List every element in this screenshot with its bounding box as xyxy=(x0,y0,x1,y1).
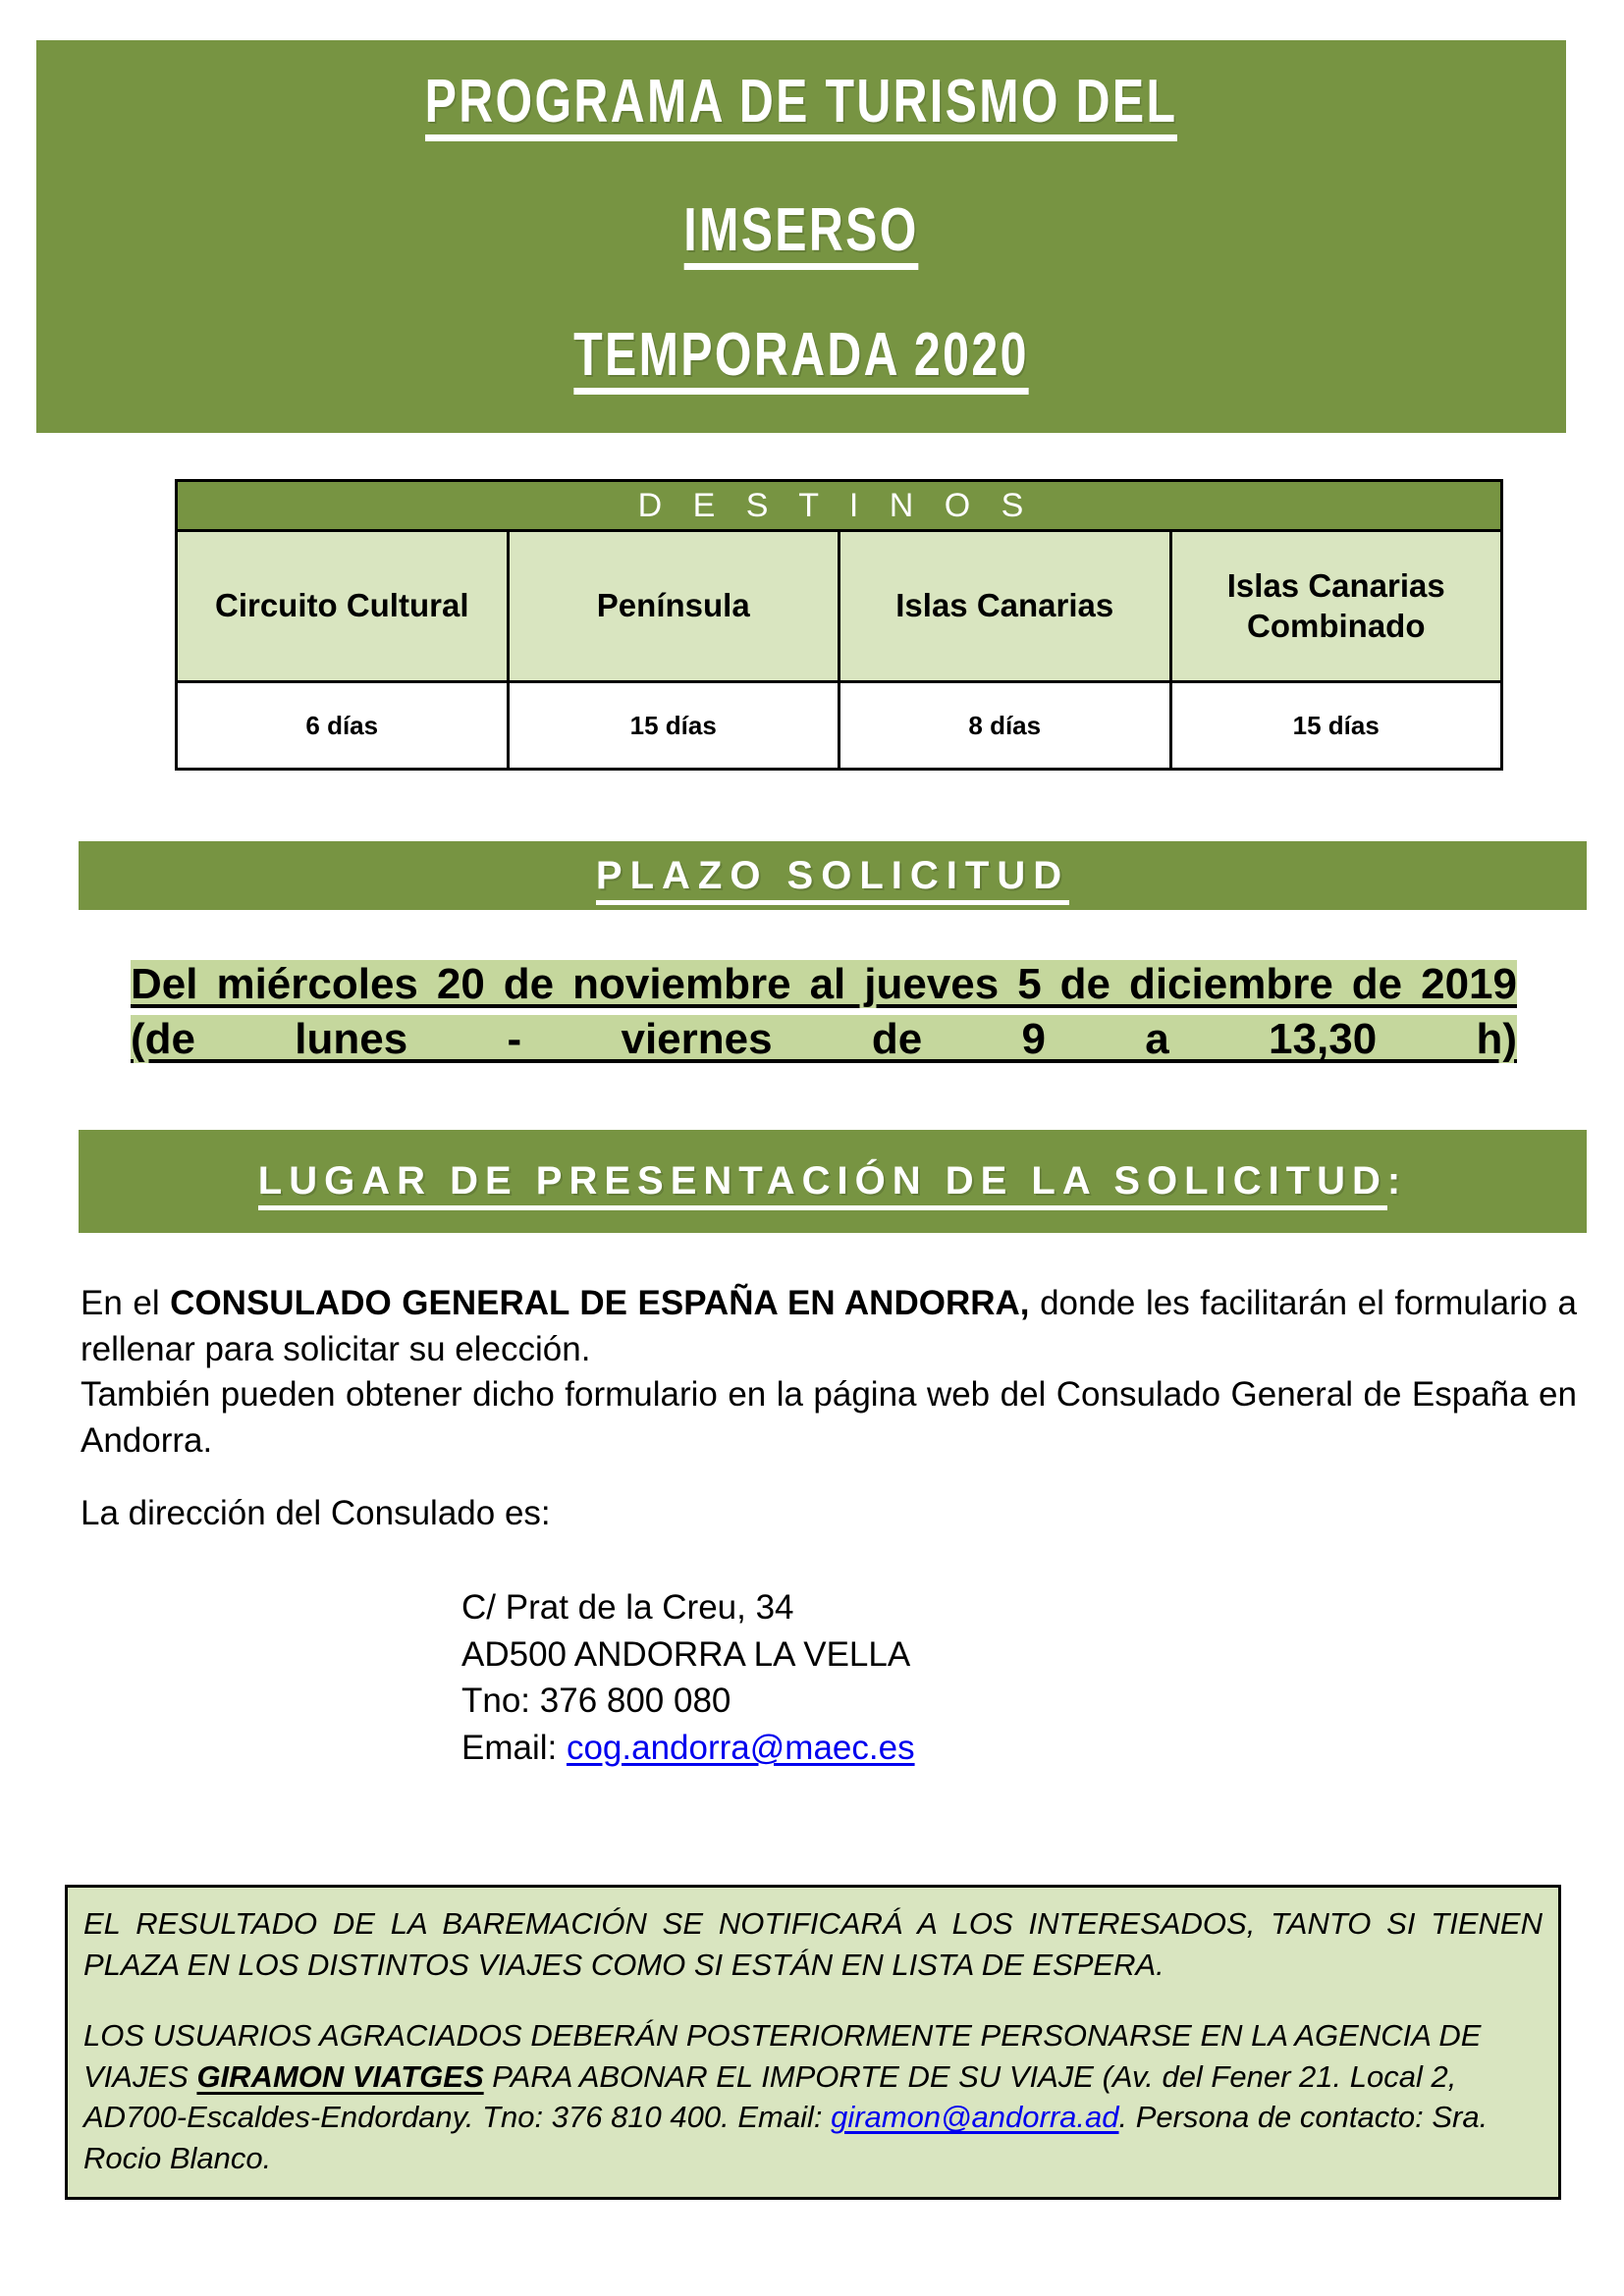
address-email-line xyxy=(461,1725,915,1772)
header-title-line-2 xyxy=(204,196,1397,270)
destino-duration-cell: 6 días xyxy=(177,682,509,770)
note-paragraph-1: EL RESULTADO DE LA BAREMACIÓN SE NOTIFICARÁ A LOS INTERESADOS, TANTO SI TIENEN PLAZA EN LOS DISTINTOS VIAJES COMO SI ESTÁN EN LISTA DE ESPERA. xyxy=(83,1906,1543,1982)
destino-name-cell: Península xyxy=(508,531,839,682)
plazo-solicitud-banner-text: PLAZO SOLICITUD xyxy=(596,854,1069,905)
destinos-table-durations-row xyxy=(177,682,1502,770)
header-title-line-3-text: TEMPORADA 2020 xyxy=(573,325,1029,395)
header-title-line-1 xyxy=(204,68,1397,141)
note-p2-part-a: LOS USUARIOS AGRACIADOS DEBERÁN POSTERIORMENTE PERSONARSE EN LA AGENCIA DE VIAJES xyxy=(83,2017,1482,2094)
address-street: C/ Prat de la Creu, 34 xyxy=(461,1588,794,1627)
destinos-table xyxy=(175,479,1503,771)
note-spacer xyxy=(83,1986,1543,2015)
consulado-email-link[interactable]: cog.andorra@maec.es xyxy=(566,1728,915,1767)
destino-duration-cell: 15 días xyxy=(508,682,839,770)
body-p1-suffix: donde les facilitarán el formulario a rellenar para solicitar su elección. xyxy=(81,1284,1578,1368)
note-p2-part-c: . Persona de contacto: Sra. Rocio Blanco. xyxy=(83,2100,1489,2176)
consulado-address-block xyxy=(461,1584,915,1771)
address-phone: Tno: 376 800 080 xyxy=(461,1682,731,1721)
plazo-solicitud-banner xyxy=(79,841,1587,910)
address-city: AD500 ANDORRA LA VELLA xyxy=(461,1634,911,1674)
note-paragraph-2 xyxy=(83,2015,1543,2179)
agency-name: GIRAMON VIATGES xyxy=(196,2058,484,2094)
lugar-presentacion-banner xyxy=(79,1130,1587,1233)
header-banner xyxy=(36,40,1566,433)
destinos-table-title: D E S T I N O S xyxy=(177,481,1502,531)
note-box xyxy=(65,1885,1561,2200)
header-title-line-2-text: IMSERSO xyxy=(683,200,918,270)
address-email-label: Email: xyxy=(461,1728,567,1767)
body-paragraph-1 xyxy=(81,1281,1577,1372)
note-p2-part-b: PARA ABONAR EL IMPORTE DE SU VIAJE (Av. del Fener 21. Local 2, AD700-Escaldes-Endordany. Tno: 376 810 400. Email: xyxy=(83,2058,1457,2135)
body-p1-prefix: En el xyxy=(81,1284,171,1322)
direccion-label: La dirección del Consulado es: xyxy=(81,1494,551,1532)
header-title-line-1-text: PROGRAMA DE TURISMO DEL xyxy=(425,72,1178,141)
destino-duration-cell: 8 días xyxy=(839,682,1171,770)
destino-duration-cell: 15 días xyxy=(1170,682,1502,770)
body-paragraph-2: También pueden obtener dicho formulario en la página web del Consulado General de España en Andorra. xyxy=(81,1375,1577,1460)
destino-name-cell: Islas Canarias xyxy=(839,531,1171,682)
plazo-solicitud-dates: Del miércoles 20 de noviembre al jueves 5 de diciembre de 2019 (de lunes - viernes de 9 a 13,30 h) xyxy=(131,960,1517,1064)
header-title-line-3 xyxy=(204,321,1397,395)
plazo-solicitud-paragraph xyxy=(131,957,1517,1068)
lugar-presentacion-banner-text: LUGAR DE PRESENTACIÓN DE LA SOLICITUD xyxy=(258,1159,1387,1210)
body-text-block xyxy=(81,1281,1577,1464)
destino-name-cell: Circuito Cultural xyxy=(177,531,509,682)
destinos-table-names-row xyxy=(177,531,1502,682)
agency-email-link[interactable]: giramon@andorra.ad xyxy=(831,2100,1119,2135)
lugar-presentacion-banner-colon: : xyxy=(1386,1159,1408,1202)
destino-name-cell: Islas Canarias Combinado xyxy=(1170,531,1502,682)
consulado-name: CONSULADO GENERAL DE ESPAÑA EN ANDORRA, xyxy=(170,1284,1030,1322)
destinos-table-title-row xyxy=(177,481,1502,531)
